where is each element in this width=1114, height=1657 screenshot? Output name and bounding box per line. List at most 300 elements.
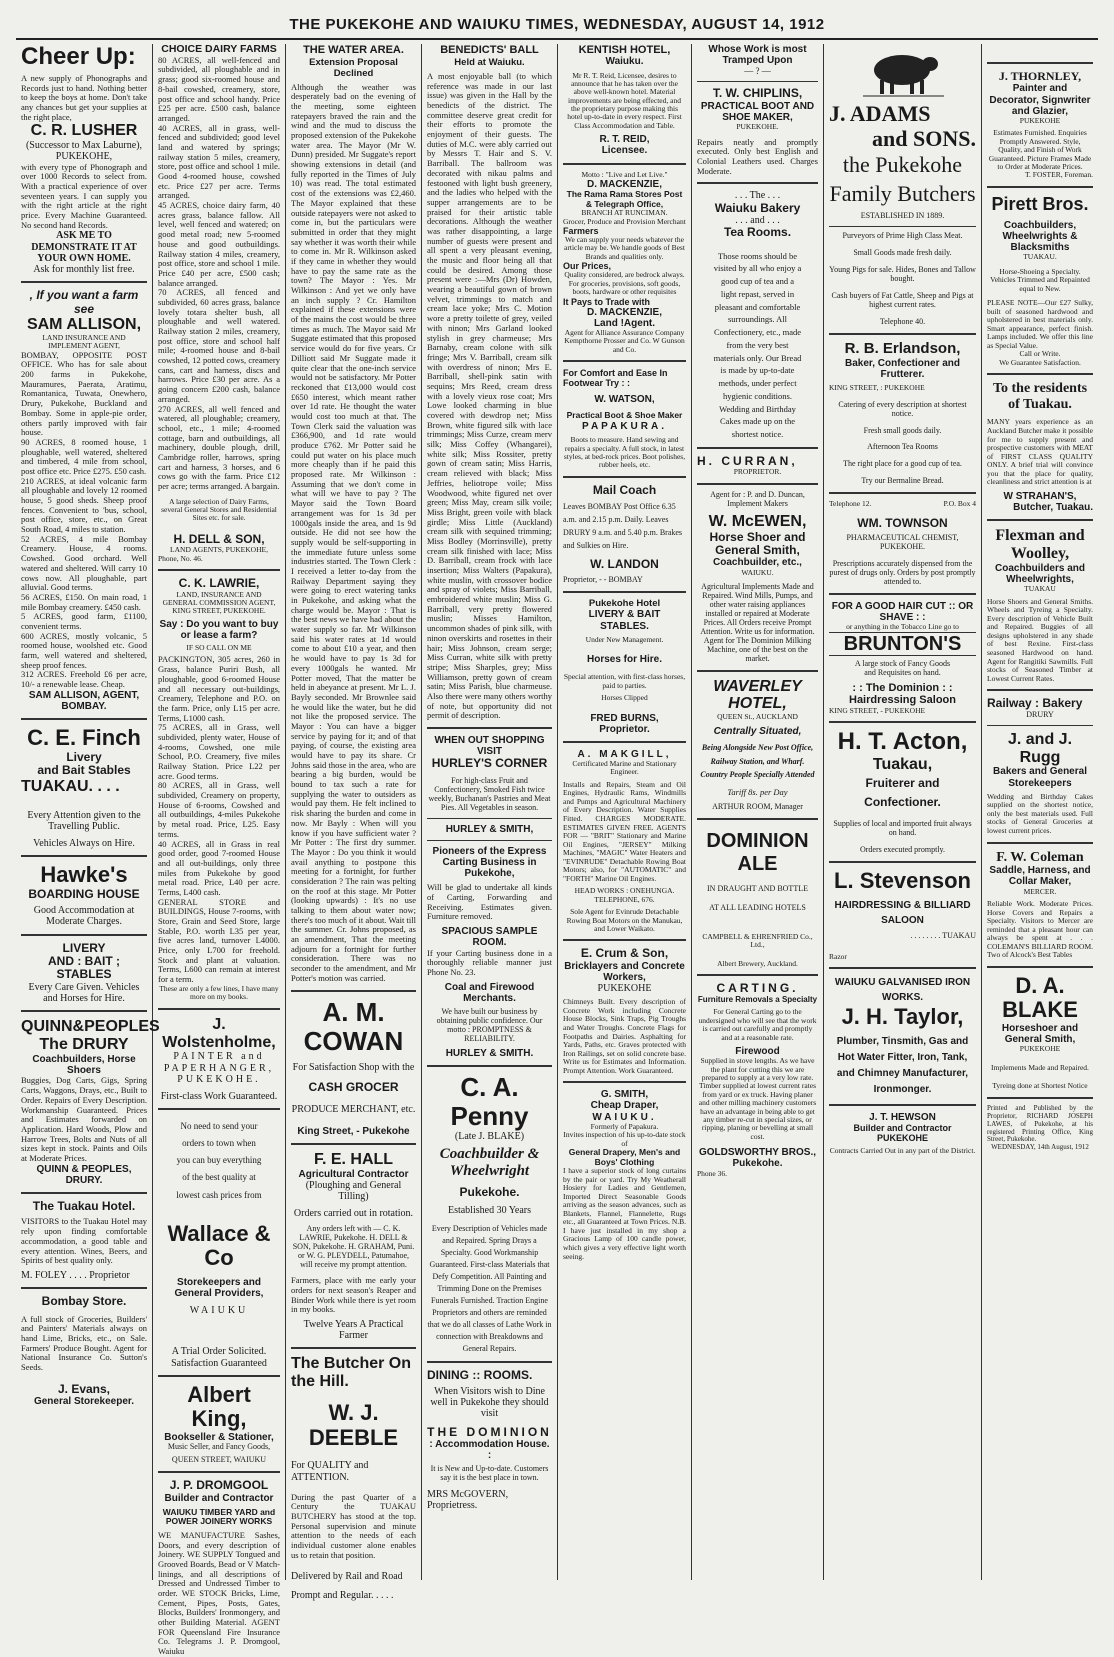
quinn-place: The DRURY (39, 1036, 129, 1054)
divider (829, 333, 976, 335)
dominion-body: It is New and Up-to-date. Customers say it is the best place in town. (430, 1464, 549, 1483)
ale-name: DOMINION ALE (706, 830, 809, 875)
firewood-body: Supplied in stove lengths. As we have the plant for cutting this we are prepared to supply at a very low rate. Timber supplied at lowest current rates from yard or ex truck. Having planer and other milling machinery customers have an advantage in being able to get any timber re-cut in special sizes, or ripping, planing or bevelling at small cost. (698, 1056, 817, 1141)
chiplins-body: Repairs neatly and promptly executed. Only best English and Colonial Leathers used. Charges Moderate. (697, 136, 818, 176)
hawke-name: Hawke's (40, 862, 128, 888)
carting-body: For General Carting go to the undersigned who will see that the work is carried out carefully and promptly and at a reasonable rate. (698, 1007, 817, 1042)
divider (21, 934, 147, 936)
wolsten-name: J. Wolstenholme, (162, 1015, 276, 1051)
curran-prop: PROPRIETOR. (733, 467, 782, 477)
masthead-rule (16, 38, 1098, 40)
divider (21, 1010, 147, 1012)
dairy-40: 40 ACRES, all in grass, well-fenced and subdivided; good level land and watered by springs; railway station 5 miles, creamery, store, post office and school 1 mile. Good 4-roomed house, cowshed etc. Price £27 per acre. Terms arranged. (158, 122, 280, 201)
divider (987, 966, 1093, 968)
flexman-name: Flexman and Woolley, (995, 527, 1085, 563)
wallace-trial: A Trial Order Solicited. Satisfaction Guaranteed (171, 1346, 267, 1369)
quinn-name: QUINN&PEOPLES (21, 1018, 160, 1036)
rugg-body: Wedding and Birthday Cakes supplied on the shortest notice, only the best materials used. Full stocks of General Groceries at lowest current prices. (987, 791, 1093, 835)
thornley-name: J. THORNLEY, (998, 69, 1082, 83)
burns-prop: Proprietor. (599, 723, 650, 735)
flexman-body: Horse Shoers and General Smiths. Wheels and Tyreing a Specialty. Every description of Vehicle Built and Repaired. Buggies of all designs upholstered in any shade of best Rexine. First-class seasoned Hardwood on hand. Agent for Rangitiki Sawmills. Full stocks of Seasoned Timber at Lowest Current Rates. (987, 596, 1093, 683)
deeble-name: W. J. DEEBLE (308, 1400, 399, 1450)
crum-place: PUKEKOHE (597, 983, 652, 995)
smith-formerly: Formerly of Papakura. (590, 1121, 659, 1131)
bakery-body: Those rooms should be visited by all who enjoy a good cup of tea and a light repast, served in pleasant and comfortable surroundings. All Confectionery, etc., made from the very best materials only. Our Bread is made by up-to-date methods, under perfect hygienic conditions. Wedding and Birthday Cakes made up on the shortest notice. (713, 250, 802, 440)
dairy-title: CHOICE DAIRY FARMS (161, 43, 277, 55)
divider (829, 492, 976, 494)
hall-twelve: Twelve Years A Practical Farmer (303, 1318, 404, 1342)
butcher-title: The Butcher On the Hill. (291, 1355, 412, 1391)
drom-yard: WAIUKU TIMBER YARD and POWER JOINERY WORKS (162, 1506, 276, 1527)
dominion-title: THE DOMINION (427, 1424, 552, 1439)
divider (829, 593, 976, 595)
water-title: THE WATER AREA. (303, 44, 404, 56)
watson-sub: Practical Boot & Shoe Maker (566, 410, 683, 421)
dell-phone: Phone, No. 46. (158, 553, 203, 563)
strahan-sub: Butcher, Tuakau. (1013, 501, 1093, 513)
cheer-body: A new supply of Phonographs and Records just to hand. Nothing better to keep the boys at home. Don't take any chances but get your supplies at the right place, (21, 72, 147, 122)
mcewen-name: W. McEWEN, (708, 512, 807, 530)
water-sub: Extension Proposal Declined (309, 57, 398, 79)
lawrie-80: 80 ACRES, all in Grass, well subdivided, Creamery on property, House of 6-rooms, Cowshed and all outbuildings, 4-miles Pukekohe by metal road. Price, L25. Easy terms. (158, 780, 280, 839)
livery-sub: AND : BAIT ; STABLES (48, 954, 120, 982)
erlandson-try: Try our Bermaline Bread. (861, 476, 944, 486)
adams-name: J. ADAMS (829, 101, 931, 126)
divider (563, 360, 686, 362)
divider (987, 62, 1093, 64)
mack-prices-body: Quality considered, are bedrock always. For groceries, provisions, soft goods, boots, hardware or other requisites (564, 270, 685, 297)
finch-line1: Livery (66, 749, 102, 764)
makgill-head: HEAD WORKS : ONEHUNGA. (574, 886, 675, 896)
lusher-name: C. R. LUSHER (30, 122, 138, 140)
penny-late: (Late J. BLAKE) (454, 1131, 525, 1143)
landon-prop: Proprietor, - - BOMBAY (563, 574, 643, 584)
adams-purveyors: Purveyors of Prime High Class Meat. (842, 231, 963, 241)
divider (427, 840, 552, 841)
stevenson-place: . . . . . . . . TUAKAU (910, 930, 976, 940)
carting-sub: Furniture Removals a Specialty (697, 994, 818, 1004)
bakery-and: . . . and . . . (735, 215, 780, 227)
thornley-foreman: T. FOSTER, Foreman. (1025, 170, 1093, 180)
lawrie-75: 75 ACRES, all in Grass, well subdivided, plenty water, House of 4-rooms, Cowshed, one mile School, P.O. Creamery, five miles Railway Station. Price L22 per acre. Good terms. (158, 722, 280, 781)
rugg-sub: Bakers and General Storekeepers (993, 766, 1087, 789)
railway-title: Railway : Bakery (987, 696, 1083, 711)
erlandson-tea: Afternoon Tea Rooms (867, 442, 938, 452)
divider (158, 1471, 280, 1473)
mack-grocer: Grocer, Produce and Provision Merchant (563, 216, 686, 226)
wallace-sub: Storekeepers and General Providers, (174, 1276, 264, 1300)
divider (291, 1347, 416, 1349)
razor-label: Razor (829, 951, 847, 961)
erlandson-sub: Baker, Confectioner and Frutterer. (844, 357, 961, 381)
water-body: Although the weather was desperately bad on the evening of the meeting, some eighteen ratepayers braved the rain and the wind and the mud to discuss the proposed extension of the Pukekohe water area. The Mayor (Mr W. Dunn) presided. Mr Suggate's report showing extensions in detail (and fully reported in the Times of July 10) was read. The total estimated cost of the extensions was £2,460. The Mayor explained that these outside ratepayers were not asked to come in, but the particulars were submitted in order that they might say whether it was worth their while to come in. Mr R. Wilkinson asked if they came in whether they would have to pay the same rate as the town? The Mayor : Yes. Mr Wilkinson : And yet we only have an inch supply ? Cr. Hamilton explained if these extensions were of the mains the cost would be three times as much. The Mayor said Mr Suggate estimated that this proposed service would do for five years. Cr Dilliott said Mr Suggate made it quite clear that the one-inch service would not be satisfactory. Mr Potter reckoned that £13,000 would cost £650 interest, which meant rather over 1d rate. He thought the water would cost too much at that. The Town Clerk said the valuation was £366,900, and 1d rate would produce £762. Mr Potter said he could put water on his place much more cheaply than if he paid this proposed rate. Mr Wilkinson : Assuming that we don't come in what will we have to pay ? The Mayor said the Town Board arrangement was for 1s 3d per 1000gals inside the area, and 1s 9d outside. He did not see how the supply would be self-supporting in the immediate future unless some industries started. The Town Clerk : I received a letter to-day from the Railway Department saying they were going to erect watering tanks in Pukekohe, and asking what the charge would be. Mayor : That is the best news we have had about the water supply so far. Mr Wilkinson said his water rates at 1d would come to about £10 a year, and then he would have to pay 1s 3d for every 1000gals he wanted. Mr Potter moved, That the matter be held in abeyance at present. Mr L. J. Bayly seconded. Mr Brownlee said he would like the water, but he did not like the proposed service. The Mayor : You can have a bigger service by paying for it; and of that paying, of course, the existing area would have to pay its share. Cr Johns said those in the area, who are bearing a big burden, would be bound to tax such a rate for supplying the water to outsiders as would pay them. He felt inclined to risk sharing the burden and come in now. Mr Bayly : When will you know if you have sufficient water ? Mr Potter : The first dry summer. The Mayor : Do you think it would avail anything to postpone this meeting for a fortnight, for further consideration ? The rain was pelting on the roof at this stage. Mr Potter (looking upwards) : It's no use talking to them about water now; there's too much of it about. Wait till the summer. Cr. Johns proposed, as an amendment, That the meeting adjourn for a fortnight for further consideration. There was no seconder to the amendment, and Mr Potter's motion was carried. (291, 81, 416, 983)
pk-clipped: Horses Clipped (601, 693, 648, 703)
livery-body: Every Care Given. Vehicles and Horses for Hire. (28, 981, 140, 1005)
residents-title: To the residents of Tuakau. (992, 381, 1088, 412)
townson-sub: PHARMACEUTICAL CHEMIST, (846, 533, 959, 543)
drom-body: WE MANUFACTURE Sashes, Doors, and every description of Joinery. WE SUPPLY Tongued and Grooved Boards, Bead or V Match-linings, and all descriptions of Dressed and Undressed Timber to order. WE STOCK Bricks, Lime, Cement, Pipes, Posts, Gates, Blocks, Builders' Ironmongery, and other Building Material. AGENT FOR Queensland Fire Insurance Co. Telegrams J. P. Dromgool, Waiuku (158, 1529, 280, 1657)
blake-name: D. A. BLAKE (1002, 972, 1078, 1023)
erlandson-cater: Catering of every description at shortest notice. (838, 399, 967, 418)
divider (829, 861, 976, 863)
saloon-title: : : The Dominion : : Hairdressing Saloon (849, 682, 956, 707)
divider (21, 281, 147, 283)
divider (21, 1287, 147, 1289)
divider (829, 1104, 976, 1106)
drom-name: J. P. DROMGOOL (169, 1478, 269, 1493)
adams-cash: Cash buyers of Fat Cattle, Sheep and Pigs at highest current rates. (831, 291, 974, 310)
mack-prices: Our Prices, (563, 261, 612, 272)
hewson-place: PUKEKOHE (876, 1132, 928, 1143)
firewood-title: Firewood (735, 1046, 780, 1058)
smith-goods: General Drapery, Men's and Boys' Clothing (568, 1147, 681, 1167)
masthead-title: THE PUKEKOHE AND WAIUKU TIMES, WEDNESDAY, AUGUST 14, 1912 (289, 16, 825, 33)
divider (987, 1097, 1093, 1099)
pirett-body: Horse-Shoeing a Specialty. Vehicles Trimmed and Repainted equal to New. (990, 266, 1090, 293)
lawrie-gen: GENERAL STORE and BUILDINGS, House 7-rooms, with Store, Grain and Seed Store, large Stable, P.O. worth L35 per year, five acres land, turnover L4000. Price, only L700 for freehold. Stock and plant at valuation. Terms, L600 can remain at interest for a term. (158, 896, 280, 985)
townson-place: PUKEKOHE. (879, 542, 926, 552)
makgill-tel: TELEPHONE, 676. (594, 894, 655, 904)
dairy-270: 270 ACRES, all well fenced and watered, all ploughable; creamery, school, etc., 1 mile; 4-roomed cottage, barn and outbuildings, all machinery, double plough, drill, Cambridge roller, harrows, spring cart and harness, 3 horses, and 6 cows go with the farm. Price £12 per acre; terms arranged. A bargain. (158, 403, 280, 491)
pirett-call: Call or Write. (1019, 349, 1061, 359)
spacious-body: If your Carting business done in a thoroughly reliable manner just Phone No. 23. (427, 947, 552, 977)
acton-place: Tuakau, (872, 755, 933, 773)
hair-cut: FOR A GOOD HAIR CUT :: OR SHAVE : : (831, 600, 974, 624)
question-mark: — ? — (744, 66, 771, 77)
drom-sub: Builder and Contractor (164, 1492, 274, 1504)
dairy-70: 70 ACRES, all fenced and subdivided, 60 acres grass, balance lovely totara shelter bush, all ploughable and well watered. Railway station 2 miles, creamery, post office, store and school half mile; 4-roomed house and 8-bail cowshed, 12 potted cows, creamery cans, cart and harness, discs and harrows. Price £30 per acre. As a going concern £200 cash, balance arranged. (158, 287, 280, 404)
dairy-80: 80 ACRES, all well-fenced and subdivided, all ploughable and in grass; good six-roomed house and 8-bail cowshed, creamery, store, post office and school handy. Price £25 per acre. £500 cash, balance arranged. (158, 54, 280, 123)
pk-special: Special attention, with first-class horses, paid to parties. (563, 672, 686, 690)
ball-sub: Held at Waiuku. (454, 57, 525, 69)
lawrie-few: These are only a few lines, I have many more on my books. (159, 983, 279, 1002)
cheer-title: Cheer Up: (21, 43, 136, 70)
column-3 (286, 44, 421, 1601)
smith-body: Invites inspection of his up-to-date stock of (563, 1130, 686, 1148)
stevenson-name: L. Stevenson (834, 868, 971, 894)
coach-body: Leaves BOMBAY Post Office 6.35 a.m. and 2.15 p.m. Daily. Leaves DRURY 9 a.m. and 5.40 p.m. Brakes and Sulkies on Hire. (563, 502, 683, 550)
erlandson-name: R. B. Erlandson, (844, 340, 961, 358)
finch-place: TUAKAU. . . . (21, 777, 120, 795)
dell-name: H. DELL & SON, (173, 531, 265, 546)
pk-hotel: Pukekohe Hotel (588, 597, 661, 609)
divider (291, 990, 416, 992)
divider (987, 373, 1093, 375)
chiplins-sub: PRACTICAL BOOT AND SHOE MAKER, (700, 100, 815, 124)
hair-or: or anything in the Tobacco Line go to (846, 622, 959, 632)
finch-name: C. E. Finch (27, 725, 141, 751)
hall-sub2: (Ploughing and General Tilling) (305, 1179, 402, 1202)
lusher-sub: (Successor to Max Laburne), PUKEKOHE, (25, 140, 143, 163)
divider (987, 842, 1093, 844)
divider (158, 1008, 280, 1010)
livery-title: LIVERY (62, 940, 106, 955)
bruntons-body: A large stock of Fancy Goods and Requisites on hand. (854, 659, 951, 678)
thornley-place: PUKEKOHE (1019, 116, 1061, 125)
divider (158, 1108, 280, 1110)
blake-body: Implements Made and Repaired. (991, 1062, 1089, 1072)
shop-body: For high-class Fruit and Confectionery, Smoked Fish twice weekly, Buchanan's Pastries and Meat Pies. All Vegetables in season. (428, 775, 551, 812)
waverley-sit: Centrally Situated, (713, 725, 802, 737)
king-body: Music Seller, and Fancy Goods, (167, 1442, 271, 1452)
divider (697, 818, 818, 820)
erlandson-right: The right place for a good cup of tea. (843, 459, 962, 469)
blake-sub: Horseshoer and General Smith, (1001, 1023, 1079, 1046)
adams-small: Small Goods made fresh daily. (853, 248, 952, 258)
ale-hotels: AT ALL LEADING HOTELS (709, 902, 806, 912)
penny-place: Pukekohe. (459, 1184, 520, 1199)
tuakau-prop: M. FOLEY . . . . Proprietor (21, 1269, 130, 1281)
hs-sub: Pioneers of the Express Carting Business in Pukekohe, (432, 845, 547, 880)
goldsworthy-phone: Phone 36. (697, 1168, 727, 1178)
wolsten-body: First-class Work Guaranteed. (160, 1090, 278, 1102)
column-6 (692, 44, 823, 1580)
penny-name: C. A. Penny (450, 1071, 529, 1132)
divider (987, 689, 1093, 691)
divider (563, 591, 686, 593)
coach-title: Mail Coach (592, 482, 657, 497)
shop-title: WHEN OUT SHOPPING VISIT (434, 735, 545, 758)
makgill-name: A. MAKGILL, (577, 748, 672, 760)
taylor-pre: WAIUKU GALVANISED IRON WORKS. (834, 977, 971, 1003)
blake-place: PUKEKOHE (1019, 1044, 1061, 1054)
coleman-sub: Saddle, Harness, and Collar Maker, (989, 865, 1091, 888)
divider (987, 186, 1093, 188)
taylor-sub: Plumber, Tinsmith, Gas and Hot Water Fitter, Iron, Tank, and Chimney Manufacturer, Ironmonger. (836, 1035, 969, 1095)
stevenson-sub: HAIRDRESSING & BILLIARD SALOON (834, 899, 971, 926)
ball-title: BENEDICTS' BALL (440, 44, 539, 56)
kentish-place: Waiuku. (605, 56, 644, 68)
divider (563, 741, 686, 743)
divider (427, 818, 552, 819)
drury-place: DRURY (1026, 709, 1054, 719)
bakery-the: . . . The . . . (734, 190, 781, 202)
finch-line2: and Bait Stables (37, 763, 131, 778)
crum-name: E. Crum & Son, (580, 946, 669, 961)
adams-pigs: Young Pigs for sale. Hides, Bones and Tallow bought. (829, 265, 976, 284)
townson-contacts (829, 500, 976, 508)
rugg-name: J. and J. Rugg (1007, 730, 1073, 766)
imprint: Printed and Published by the Proprietor, RICHARD JOSEPH LAWES, of Pukekohe, at his registered Printing Office, King Street, Pukekohe. (987, 1103, 1093, 1144)
cowan-place: King Street, - Pukekohe (297, 1125, 410, 1137)
makgill-body: Installs and Repairs, Steam and Oil Engines, Hydraulic Rams, Windmills and Pumps and Agricultural Machinery of Every Description. Water Supplies Fitted. CHARGES MODERATE. ESTIMATES GIVEN FREE. AGENTS FOR — "BRIT" Stationary and Marine Oil Engines, "JERSEY" Milking Machines, "MAGIC" Water Heaters and "EVINRUDE" Detachable Rowing Boat Motors; also, for "AUTOMATIC" and "FORTH" Marine Oil Engines. (563, 779, 686, 883)
mack-sign: D. MACKENZIE, (587, 306, 662, 318)
smith-name: G. SMITH, (600, 1089, 649, 1101)
adams-est: ESTABLISHED IN 1889. (860, 211, 945, 221)
column-5 (558, 44, 691, 1580)
chiplins-name: T. W. CHIPLINS, (712, 86, 803, 101)
divider (158, 1375, 280, 1377)
kentish-body: Mr R. T. Reid, Licensee, desires to announce that he has taken over the above well-known hotel. Material improvements are being effected, and the proprietary purpose making this hotel up-to-date in every respect. First Class Accommodation and Table. (567, 70, 682, 130)
pirett-note: PLEASE NOTE—Our £27 Sulky, built of seasoned hardwood and upholstered in best materials only. Smart appearance, perfect finish. Lamps included. We offer this line as Special Value. (987, 298, 1093, 350)
hall-sub: Agricultural Contractor (298, 1168, 409, 1180)
erlandson-fresh: Fresh small goods daily. (863, 425, 942, 435)
coal-title: Coal and Firewood Merchants. (444, 981, 535, 1004)
carting-title: CARTING. (716, 981, 799, 996)
ale-brew: Albert Brewery, Auckland. (717, 958, 798, 968)
hall-orders: Orders carried out in rotation. (293, 1208, 414, 1220)
hewson-name: J. T. HEWSON (869, 1111, 936, 1123)
flexman-sub: Coachbuilders and Wheelwrights, (994, 562, 1085, 586)
spacious-title: SPACIOUS SAMPLE ROOM. (441, 926, 538, 949)
dell-sub: LAND AGENTS, PUKEKOHE, (170, 545, 268, 555)
pirett-place: TUAKAU. (1023, 252, 1057, 262)
ball-body: A most enjoyable ball (to which reference was made in our last issue) was given in the Hall by the benedicts of the district. The committee deserve great credit for their efforts to promote the enjoyment of their guests. The duties of M.C. were ably carried out by Messrs T. Hair and S. V. Barriball. The ballroom was decorated with nikau palms and festooned with light bush greenery, and the ladies who helped with the supper arrangements are to be praised for their artistic table decorations. Although the weather was rather disappointing, a large number of guests were present and all spent a very pleasant evening, the music and floor being all that could be desired. Among those present were :—Mrs (Dr) Howden, wearing a beautiful gown of brown velvet, trimmings to match and cream lace yoke; Mrs C. Motion wore a pretty toilette of grey, veiled with ninon; Mrs Garland looked stylish in grey charmeuse; Mrs Barnaby, cream colone with silk fringe; Mrs V. Barriball, cream silk with overdress of ninon; Mrs E. Barriball, shell-pink satin with sequins; Mrs Reed, cream dress with a lovely vieux rose coat; Mrs Lowe looked charming in blue covered with dewdrop net; Miss Brown, white figured silk with lace trimmings; Miss Curze, cream merv silk; Miss Coffey (Whangarei), white silk; Miss Rossiter, pretty gown of cream satin; Miss Harris, cream relieved with black; Miss Jeffries, heliotrope voile; Miss Woodwood, white figured net over green; Miss May, cream silk voile; Miss Bright, green voile with black girdle; Miss Little (Auckland) cream silk with sequined trimming; Miss Bodley (Morrinsville), pretty cream silk finished with lace; Miss D. Barriball, cream frock with lace insertion; Miss Walters (Papakura), white muslin, with crossover bodice and spray of violets; Miss Barriball, embroidered white muslin; Miss G. Barriball, very pretty flowered muslin; Misses Hamilton, uncommon shades of pink silk, with ninon overskirts and rosettes in their hair; Miss Johnson, cream serge; Miss Curran, white silk with pretty stripe; Miss Sharples, grey; Miss Williamson, pretty gown of cream satin; Miss Parish, blue charmeuse. Also there were many others worthy of note, but opportunity did not permit of description. (427, 70, 552, 721)
divider (291, 1143, 416, 1145)
waverley-name: WAVERLEY HOTEL, (713, 677, 802, 713)
mcewen-agent: Agent for : P. and D. Duncan, Implement Makers (710, 489, 805, 508)
deeble-body: For QUALITY and ATTENTION. (291, 1460, 369, 1483)
makgill-sole: Sole Agent for Evinrude Detachable Rowing Boat Motors on the Manukau, and Lower Waikato. (566, 907, 683, 933)
watson-place: PAPAKURA. (582, 420, 667, 432)
thornley-sub: Painter and Decorator, Signwriter and Glazier, (989, 83, 1091, 117)
mack-branch: BRANCH AT RUNCIMAN. (581, 208, 668, 218)
pirett-guar: We Guarantee Satisfaction. (999, 357, 1081, 367)
pirett-sub: Coachbuilders, Wheelwrights & Blacksmiths (1002, 219, 1078, 254)
lawrie-name: C. K. LAWRIE, (178, 576, 260, 591)
thornley-body: Estimates Furnished. Enquiries Promptly Answered. Style, Quality, and Finish of Work Guaranteed. Picture Frames Made to Order at Moderate Prices. (988, 128, 1092, 171)
lawrie-question: Say : Do you want to buy or lease a farm? (159, 618, 279, 641)
hall-farmers: Farmers, place with me early your orders for next season's Reaper and Binder Work while there is yet room in my books. (291, 1275, 416, 1315)
column-8 (982, 44, 1098, 1580)
king-place: QUEEN STREET, WAIUKU (171, 1455, 267, 1465)
hewson-sub: Builder and Contractor (853, 1122, 952, 1133)
kentish-title: KENTISH HOTEL, (578, 44, 671, 56)
divider (21, 718, 147, 720)
waverley-body: Being Alongside New Post Office, Railway Station, and Wharf. Country People Specially Attended (700, 742, 815, 780)
bakery-name: Waiuku Bakery (714, 200, 801, 215)
coleman-name: F. W. Coleman (996, 849, 1084, 865)
cowan-title: CASH GROCER (308, 1079, 399, 1094)
hawke-body: Good Accommodation at Moderate Charges. (33, 905, 135, 928)
hawke-title: BOARDING HOUSE (28, 886, 140, 901)
mack-motto: Motto : "Live and Let Live." (581, 169, 668, 179)
mcewen-sub: Horse Shoer and General Smith, (709, 529, 806, 557)
bombay-body: A full stock of Groceries, Builders' and Painters' Materials always on hand Lime, Bricks, etc., on Sale. Farmers' Produce Bought. Agent for National Insurance Co. Sutton's Seeds. (21, 1313, 147, 1372)
divider (987, 725, 1093, 726)
divider (697, 974, 818, 976)
watson-body: Boots to measure. Hand sewing and repairs a specialty. A full stock, in latest styles, at bed-rock prices. Boot polishes, rubber heels, etc. (563, 435, 686, 470)
allison-56: 56 ACRES, £150. On main road, 1 mile Bombay creamery. £450 cash. (21, 591, 147, 612)
dairy-45: 45 ACRES, choice dairy farm, 40 acres grass, balance fallow. All level, well fenced and watered; on good metal road; new 5-roomed house and good outbuildings. Railway station 4 miles, creamery, post office, store and school 1 mile. Price £40 per acre, £500 cash; balance arranged. (158, 200, 280, 288)
allison-90: 90 ACRES, 8 roomed house, 1 ploughable, well watered, sheltered and timbered, 4 mile from school, post office etc. Price £275. £50 cash. (21, 436, 147, 476)
allison-312: 312 ACRES. Freehold £6 per acre, 10/- a renewable lease. Cheap. (21, 669, 147, 690)
cowan-name: A. M. COWAN (303, 996, 404, 1056)
crum-body: Chimneys Built. Every description of Concrete Work including Concrete House Blocks, Sink Traps, Pig Troughs and Water Troughs. Concrete Flags for Footpaths and Dairies. Asphalting for Yards, Paths, etc. Graves protected with Iron Railings, set on solid concrete base. Write us for Estimates and Information. Prompt Attention. Work Guaranteed. (563, 997, 686, 1075)
smith-place: WAIUKU. (592, 1111, 657, 1123)
penny-est: Established 30 Years (447, 1205, 532, 1217)
watson-name: W. WATSON, (594, 394, 655, 406)
townson-body: Prescriptions accurately dispensed from the purest of drugs only. Orders by post promptly attended to. (829, 559, 976, 586)
coleman-body: Reliable Work. Moderate Prices. Horse Covers and Repairs a Specialty. Visitors to Mercer are reminded that a pleasant hour can always be spent at . . . COLEMAN'S BILLIARD ROOM. Two of Alcock's Best Tables (987, 898, 1093, 960)
lawrie-40: 40 ACRES, all in Grass in real good order, good 7-roomed House and all out-buildings, only three miles from Pukekohe by good metal road. Price, L40 per acre. Terms, L400 cash. (158, 838, 280, 897)
divider (987, 519, 1093, 521)
curran-name: H. CURRAN, (697, 453, 798, 468)
mack-agent: Land !Agent. (593, 317, 656, 329)
divider (21, 1192, 147, 1194)
mcewen-coach: Coachbuilder, etc., (713, 557, 802, 569)
column-2 (153, 43, 285, 1657)
divider (697, 81, 818, 82)
penny-trade: Coachbuilder & Wheelwright (439, 1146, 540, 1180)
mcewen-body: Agricultural Implements Made and Repaired. Wind Mills, Pumps, and other water raising appliances installed or repaired at Moderate Prices. All Orders receive Prompt Attention. Write us for information. Agent for The Dominion Milking Machine, one of the best on the market. (700, 582, 815, 663)
waverley-place: QUEEN St., AUCKLAND (717, 712, 798, 722)
wolsten-sub: PAINTER and PAPERHANGER, (163, 1051, 275, 1074)
ale-maker: CAMPBELL & EHRENFRIED Co., Ltd., (702, 931, 813, 950)
erlandson-place: KING STREET, : PUKEKOHE (829, 383, 925, 393)
divider (829, 721, 976, 723)
flexman-place: TUAKAU (1024, 584, 1056, 594)
kentish-sign: R. T. REID, (599, 134, 650, 146)
column-4 (422, 44, 557, 1580)
bruntons-name: BRUNTON'S (829, 632, 976, 656)
evans-sub: General Storekeeper. (33, 1396, 135, 1408)
dining-title: DINING :: ROOMS. (427, 1367, 533, 1382)
kentish-lic: Licensee. (601, 145, 648, 157)
hs-name: HURLEY & SMITH, (445, 823, 534, 835)
lusher-body: with every type of Phonograph and over 1000 Records to select from. With a practical experience of over seventeen years. I can supply you with the right article at the right price. Every Machine Guaranteed. No second hand Records. (21, 161, 147, 230)
divider (21, 855, 147, 857)
divider (829, 967, 976, 969)
divider (697, 182, 818, 184)
hall-name: F. E. HALL (313, 1150, 394, 1168)
townson-tel: Telephone 12. (829, 499, 872, 509)
allison-name: SAM ALLISON, (26, 316, 142, 334)
allison-210: 210 ACRES, at ideal volcanic farm all ploughable and lovely 12 roomed house, 5 good sheds. Sheep proof fences. Convenient to 'bus, school, post office, store, etc., on Great South Road, 4 miles to station. (21, 475, 147, 535)
allison-5: 5 ACRES, good farm, £1100, convenient terms. (21, 611, 147, 631)
divider (563, 1081, 686, 1083)
goldsworthy-name: GOLDSWORTHY BROS., (698, 1147, 817, 1159)
quinn-sign: QUINN & PEOPLES, DRURY. (36, 1163, 132, 1186)
lusher-catalog: Ask for monthly list free. (33, 263, 135, 275)
acton-orders: Orders executed promptly. (859, 845, 945, 855)
finch-body: Every Attention given to the Travelling Public. (27, 809, 141, 832)
burns-name: FRED BURNS, (590, 712, 659, 724)
whose-title: Whose Work is most Tramped Upon (708, 44, 807, 67)
dining-body: When Visitors wish to Dine well in Pukekohe they should visit (430, 1386, 549, 1420)
lawrie-pack: PACKINGTON, 305 acres, 260 in Grass, balance Puriri Bush, all ploughable, good 6-roomed House and all necessary out-buildings, Creamery, Telephone and P.O. on the farm. Price, only L15 per acre. Terms, L1000 cash. (158, 654, 280, 723)
landon-name: W. LANDON (590, 557, 659, 572)
strahan-name: W STRAHAN'S, (1003, 490, 1077, 502)
king-sub: Bookseller & Stationer, (164, 1432, 274, 1444)
allison-sub: LAND INSURANCE AND IMPLEMENT AGENT, (42, 332, 126, 351)
allison-sign: SAM ALLISON, AGENT, BOMBAY. (28, 689, 140, 712)
acton-name: H. T. Acton, (837, 728, 968, 756)
coal-sign: HURLEY & SMITH. (445, 1047, 534, 1059)
column-1 (16, 43, 160, 1580)
dairy-note: A large selection of Dairy Farms, several General Stores and Residential Sites etc. for sale. (161, 496, 277, 523)
residents-body: MANY years experience as an Auckland Butcher make it possible for me to supply present and prospective customers with MEAT of FIRST CLASS QUALITY ONLY. A brief trial will convince you that the place for quality, cleanliness and strict attention is at (987, 417, 1093, 487)
waverley-tariff: Tariff 8s. per Day (727, 786, 788, 797)
divider (158, 569, 280, 571)
saloon-place: KING STREET, - PUKEKOHE (829, 705, 926, 715)
hewson-body: Contracts Carried Out in any part of the District. (829, 1145, 976, 1155)
smith-sub: Cheap Draper, (590, 1100, 659, 1112)
coal-body: We have built our business by obtaining public confidence. Our motto : PROMPTNESS & RELIABILITY. (436, 1006, 543, 1043)
mack-sub: The Rama Rama Stores Post & Telegraph Office, (566, 189, 683, 209)
lawrie-call: IF SO CALL ON ME (186, 643, 252, 653)
adams-tel: Telephone 40. (879, 317, 926, 327)
farm-question: , If you want a farm see (29, 288, 139, 316)
tuakau-body: VISITORS to the Tuakau Hotel may rely upon finding comfortable accommodation, a good table and every attention. Wines, Beers, and Spirits of best quality only. (21, 1216, 147, 1266)
pirett-name: Pirett Bros. (991, 193, 1089, 214)
deeble-prompt: Prompt and Regular. . . . . (291, 1589, 394, 1601)
coleman-place: MERCER. (1023, 886, 1057, 896)
cowan-for: For Satisfaction Shop with the (292, 1061, 415, 1073)
bakery-tea: Tea Rooms. (723, 225, 792, 240)
evans-name: J. Evans, (57, 1381, 111, 1396)
column-7 (824, 44, 981, 1580)
